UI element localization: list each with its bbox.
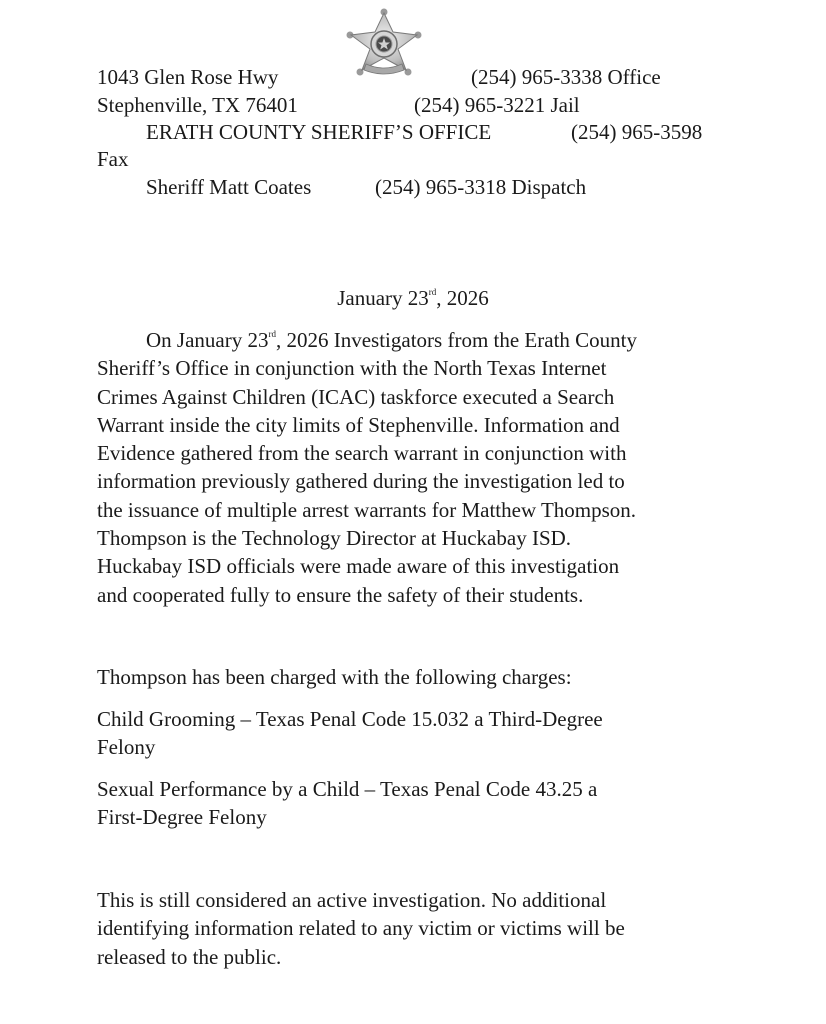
paragraph-line: Warrant inside the city limits of Stephenville. Information and bbox=[97, 412, 620, 437]
closing-paragraph: This is still considered an active investigation. No additional identifying information related to any victim or victims will be released to the public. bbox=[97, 888, 625, 969]
sheriff-star-badge-icon bbox=[342, 6, 426, 78]
charge-item: Child Grooming – Texas Penal Code 15.032 a Third-Degree Felony bbox=[97, 707, 603, 760]
sheriff-name: Sheriff Matt Coates bbox=[146, 175, 312, 199]
phone-jail: (254) 965-3221 Jail bbox=[414, 93, 580, 117]
paragraph-line: the issuance of multiple arrest warrants for Matthew Thompson. bbox=[97, 497, 637, 522]
paragraph-line: Huckabay ISD officials were made aware of this investigation bbox=[97, 554, 620, 579]
paragraph-first-line: On January 23rd, 2026 Investigators from the Erath County bbox=[146, 328, 638, 352]
phone-fax: (254) 965-3598 bbox=[571, 120, 703, 144]
address-city: Stephenville, TX 76401 bbox=[97, 93, 298, 117]
main-paragraph bbox=[97, 326, 737, 609]
paragraph-line: Sheriff’s Office in conjunction with the North Texas Internet bbox=[97, 356, 607, 381]
office-name: ERATH COUNTY SHERIFF’S OFFICE bbox=[146, 120, 492, 144]
charge-item: Sexual Performance by a Child – Texas Penal Code 43.25 a First-Degree Felony bbox=[97, 777, 598, 830]
charges-intro: Thompson has been charged with the following charges: bbox=[97, 665, 572, 689]
paragraph-line: Crimes Against Children (ICAC) taskforce executed a Search bbox=[97, 384, 615, 409]
paragraph-line: information previously gathered during the investigation led to bbox=[97, 469, 625, 494]
paragraph-line: and cooperated fully to ensure the safety of their students. bbox=[97, 582, 584, 607]
paragraph-line: Evidence gathered from the search warrant in conjunction with bbox=[97, 441, 627, 466]
fax-label: Fax bbox=[97, 147, 129, 171]
paragraph-line: Thompson is the Technology Director at Huckabay ISD. bbox=[97, 526, 572, 551]
release-date: January 23rd, 2026 bbox=[337, 286, 489, 310]
phone-dispatch: (254) 965-3318 Dispatch bbox=[375, 175, 587, 199]
address-street: 1043 Glen Rose Hwy bbox=[97, 65, 279, 89]
phone-office: (254) 965-3338 Office bbox=[471, 65, 661, 89]
